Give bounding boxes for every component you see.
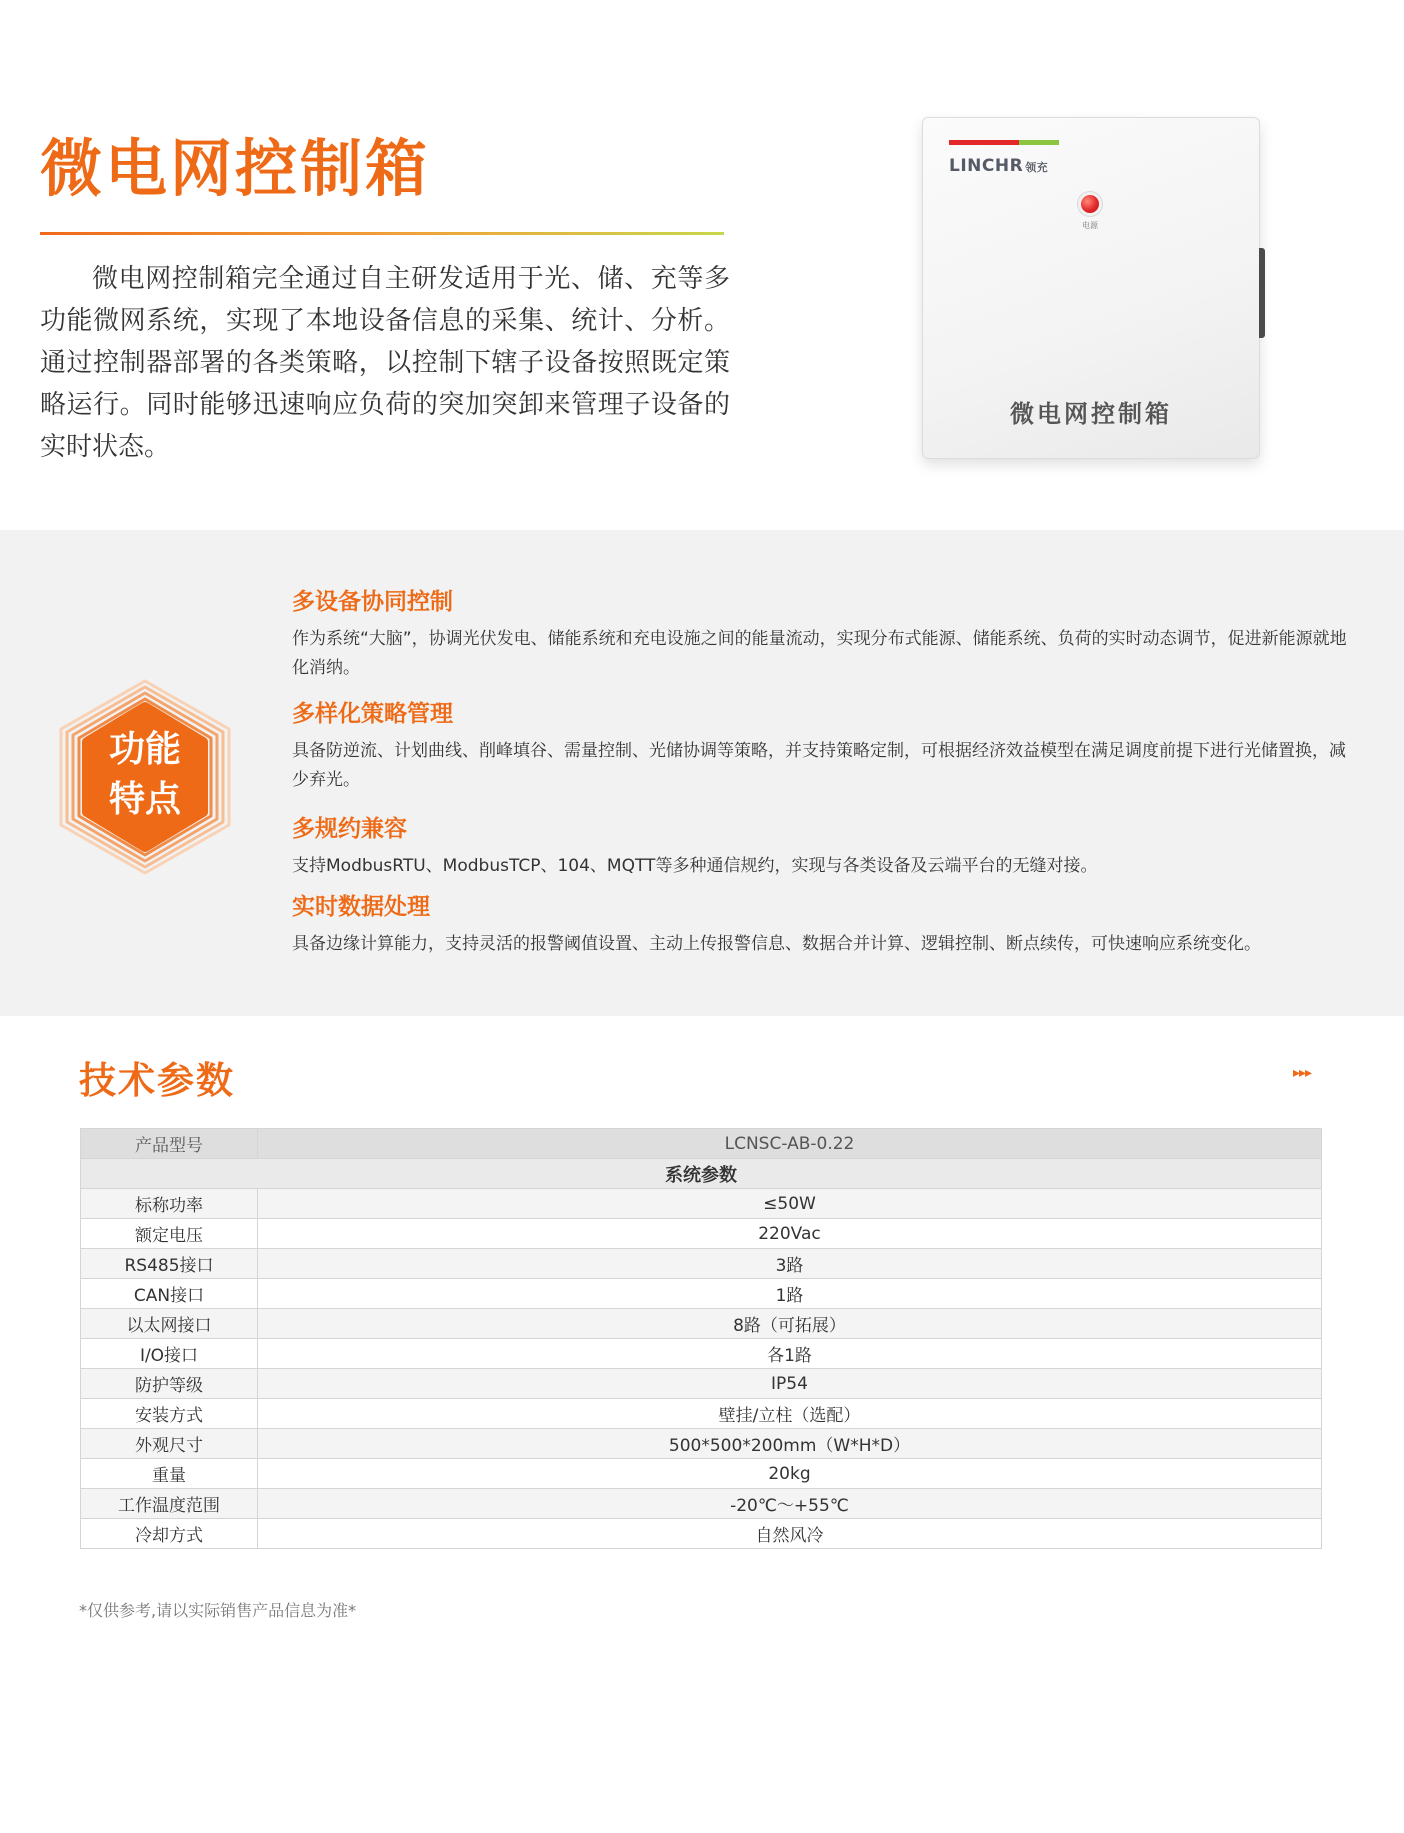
- table-row: [81, 1519, 1322, 1549]
- hero-section: [0, 0, 1404, 530]
- table-section-row: [81, 1159, 1322, 1189]
- spec-label: RS485接口: [81, 1249, 258, 1279]
- spec-label: 产品型号: [81, 1129, 258, 1159]
- spec-value: LCNSC-AB-0.22: [258, 1129, 1322, 1159]
- table-row: [81, 1309, 1322, 1339]
- feature-item: [292, 699, 1352, 795]
- feature-item: [292, 892, 1352, 959]
- feature-description: 作为系统“大脑”，协调光伏发电、储能系统和充电设施之间的能量流动，实现分布式能源、储能系统、负荷的实时动态调节，促进新能源就地化消纳。: [292, 629, 1347, 678]
- brand-name-cn: 领充: [1025, 161, 1049, 174]
- features-section: [0, 530, 1404, 1016]
- table-row: [81, 1369, 1322, 1399]
- table-row: [81, 1189, 1322, 1219]
- spec-value: 220Vac: [258, 1219, 1322, 1249]
- side-handle: [1259, 248, 1265, 338]
- table-row: [81, 1459, 1322, 1489]
- title-underline: [40, 232, 724, 235]
- feature-title: 多样化策略管理: [292, 701, 453, 727]
- feature-item: [292, 587, 1352, 683]
- badge-line-2: 特点: [108, 779, 181, 820]
- disclaimer-footnote: *仅供参考,请以实际销售产品信息为准*: [79, 1601, 357, 1620]
- specs-title: 技术参数: [79, 1059, 235, 1102]
- spec-label: 防护等级: [81, 1369, 258, 1399]
- feature-title: 多规约兼容: [292, 816, 407, 842]
- spec-value: 各1路: [258, 1339, 1322, 1369]
- page-title: 微电网控制箱: [40, 132, 431, 205]
- table-row: [81, 1339, 1322, 1369]
- table-row: [81, 1129, 1322, 1159]
- brand-logo: [949, 156, 1048, 176]
- spec-value: 自然风冷: [258, 1519, 1322, 1549]
- feature-description: 支持ModbusRTU、ModbusTCP、104、MQTT等多种通信规约，实现与各类设备及云端平台的无缝对接。: [292, 856, 1098, 876]
- spec-value: 3路: [258, 1249, 1322, 1279]
- brand-name: LINCHR: [949, 156, 1024, 176]
- spec-label: I/O接口: [81, 1339, 258, 1369]
- brand-stripe-icon: [949, 140, 1059, 145]
- spec-value: 20kg: [258, 1459, 1322, 1489]
- spec-label: CAN接口: [81, 1279, 258, 1309]
- specs-table: [80, 1128, 1322, 1549]
- spec-label: 额定电压: [81, 1219, 258, 1249]
- table-row: [81, 1249, 1322, 1279]
- spec-value: ≤50W: [258, 1189, 1322, 1219]
- spec-value: IP54: [258, 1369, 1322, 1399]
- spec-label: 标称功率: [81, 1189, 258, 1219]
- table-row: [81, 1219, 1322, 1249]
- feature-item: [292, 814, 1352, 881]
- power-label: 电源: [1082, 221, 1098, 230]
- triple-arrow-icon: ▸▸▸: [1293, 1065, 1312, 1081]
- spec-label: 工作温度范围: [81, 1489, 258, 1519]
- feature-title: 实时数据处理: [292, 894, 430, 920]
- spec-value: 1路: [258, 1279, 1322, 1309]
- product-name: 微电网控制箱: [1010, 400, 1172, 428]
- spec-value: 壁挂/立柱（选配）: [258, 1399, 1322, 1429]
- section-label: 系统参数: [81, 1159, 1322, 1189]
- product-image: [922, 117, 1260, 459]
- badge-line-1: 功能: [108, 729, 181, 770]
- spec-label: 冷却方式: [81, 1519, 258, 1549]
- table-row: [81, 1399, 1322, 1429]
- features-badge-label: [45, 725, 245, 825]
- feature-description: 具备边缘计算能力，支持灵活的报警阈值设置、主动上传报警信息、数据合并计算、逻辑控制、断点续传，可快速响应系统变化。: [292, 934, 1261, 954]
- spec-label: 重量: [81, 1459, 258, 1489]
- table-row: [81, 1429, 1322, 1459]
- spec-label: 安装方式: [81, 1399, 258, 1429]
- spec-label: 以太网接口: [81, 1309, 258, 1339]
- feature-title: 多设备协同控制: [292, 589, 453, 615]
- spec-value: 8路（可拓展）: [258, 1309, 1322, 1339]
- spec-value: -20℃～+55℃: [258, 1489, 1322, 1519]
- spec-label: 外观尺寸: [81, 1429, 258, 1459]
- table-row: [81, 1489, 1322, 1519]
- table-row: [81, 1279, 1322, 1309]
- feature-description: 具备防逆流、计划曲线、削峰填谷、需量控制、光储协调等策略，并支持策略定制，可根据经济效益模型在满足调度前提下进行光储置换，减少弃光。: [292, 741, 1346, 790]
- spec-value: 500*500*200mm（W*H*D）: [258, 1429, 1322, 1459]
- intro-paragraph: 微电网控制箱完全通过自主研发适用于光、储、充等多功能微网系统，实现了本地设备信息的采集、统计、分析。通过控制器部署的各类策略，以控制下辖子设备按照既定策略运行。同时能够迅速响应负荷的突加突卸来管理子设备的实时状态。: [40, 264, 730, 462]
- power-indicator-icon: [1081, 195, 1099, 213]
